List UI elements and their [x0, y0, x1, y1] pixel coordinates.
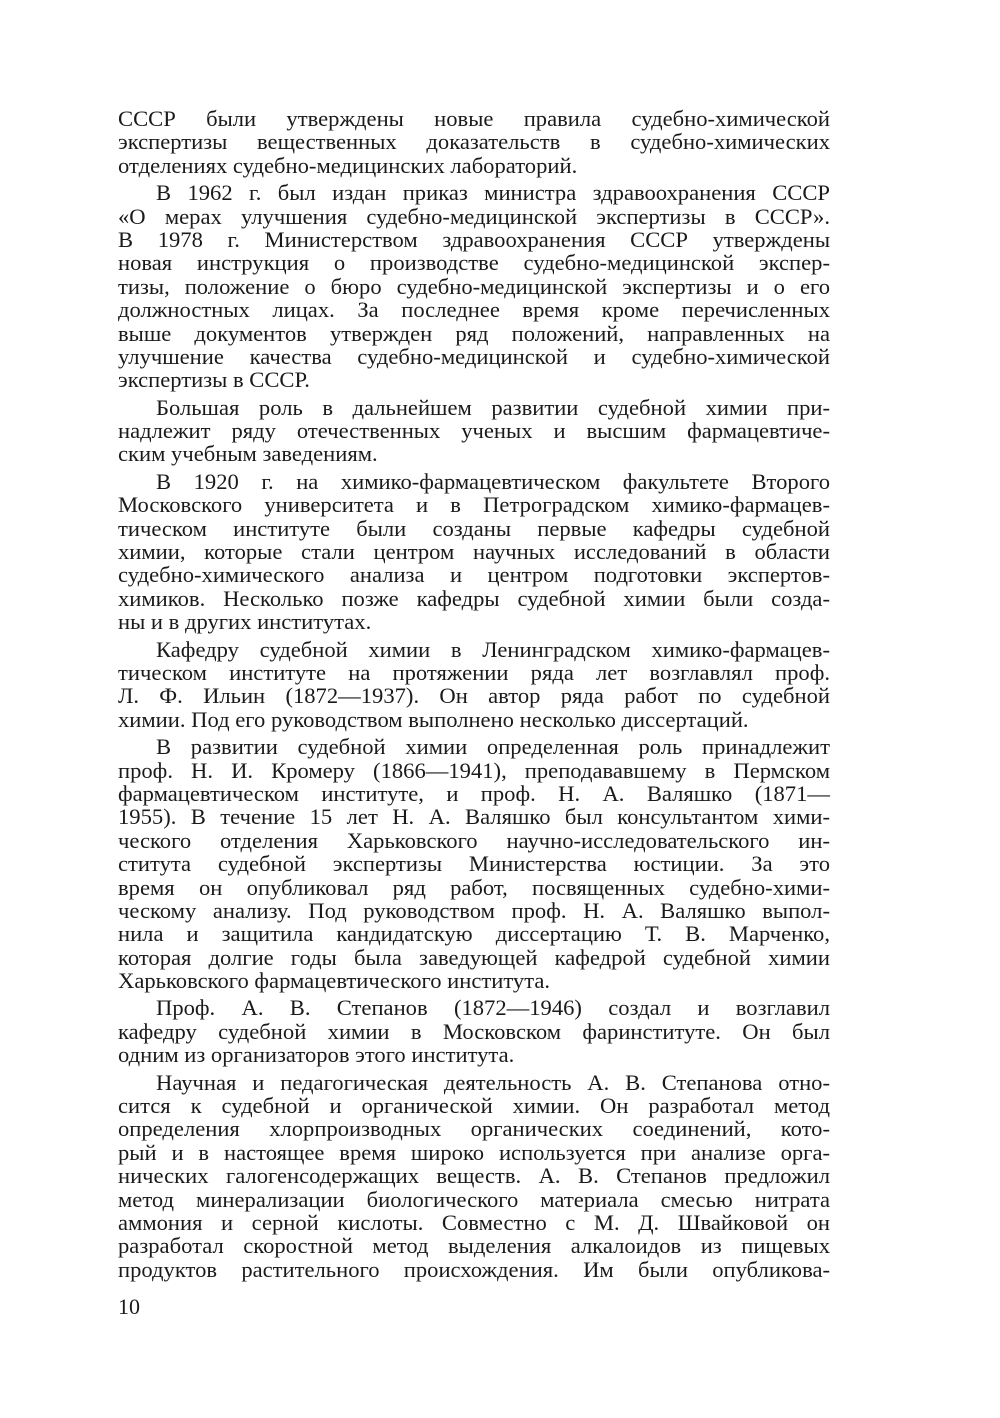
paragraph — [118, 996, 830, 1066]
text-line: фармацевтическом институте, и проф. Н. А. Валяшко (1871— — [118, 780, 830, 806]
text-line: В развитии судебной химии определенная роль принадлежит — [156, 734, 830, 760]
text-line: Л. Ф. Ильин (1872—1937). Он автор ряда работ по судебной — [118, 683, 830, 709]
text-line: продуктов растительного происхождения. Им были опубликова- — [118, 1256, 830, 1282]
text-line: В 1920 г. на химико-фармацевтическом факультете Второго — [156, 468, 830, 494]
text-line: время он опубликовал ряд работ, посвященных судебно-хими- — [118, 874, 830, 900]
text-line: химиков. Несколько позже кафедры судебной химии были созда- — [118, 585, 830, 611]
text-line: ны и в других институтах. — [118, 609, 372, 635]
text-line: надлежит ряду отечественных ученых и высшим фармацевтиче- — [118, 418, 830, 444]
paragraph — [118, 638, 830, 732]
text-line: Проф. А. В. Степанов (1872—1946) создал и возглавил — [156, 995, 830, 1021]
text-line: судебно-химического анализа и центром подготовки экспертов- — [118, 562, 830, 588]
paragraph — [118, 396, 830, 466]
text-line: кафедру судебной химии в Московском фаринституте. Он был — [118, 1018, 830, 1044]
paragraph — [118, 470, 830, 634]
text-line: Большая роль в дальнейшем развитии судебной химии при- — [156, 394, 830, 420]
text-line: новая инструкция о производстве судебно-медицинской экспер- — [118, 250, 830, 276]
text-line: одним из организаторов этого института. — [118, 1042, 515, 1068]
text-line: нических галогенсодержащих веществ. А. В. Степанов предложил — [118, 1163, 830, 1189]
text-line: ческого отделения Харьковского научно-исследовательского ин- — [118, 827, 830, 853]
page-body — [118, 107, 830, 1281]
text-line: должностных лицах. За последнее время кроме перечисленных — [118, 297, 830, 323]
text-line: экспертизы в СССР. — [118, 367, 310, 393]
text-line: химии, которые стали центром научных исследований в области — [118, 539, 830, 565]
text-line: определения хлорпроизводных органических соединений, кото- — [118, 1116, 830, 1142]
text-line: ским учебным заведениям. — [118, 441, 378, 467]
text-line: В 1978 г. Министерством здравоохранения СССР утверждены — [118, 226, 830, 252]
text-line: нила и защитила кандидатскую диссертацию Т. В. Марченко, — [118, 921, 830, 947]
text-line: В 1962 г. был издан приказ министра здравоохранения СССР — [156, 180, 830, 206]
text-line: улучшение качества судебно-медицинской и судебно-химической — [118, 343, 830, 369]
text-line: «О мерах улучшения судебно-медицинской экспертизы в СССР». — [118, 203, 830, 229]
text-line: аммония и серной кислоты. Совместно с М. Д. Швайковой он — [118, 1209, 830, 1235]
text-line: отделениях судебно-медицинских лабораторий. — [118, 152, 578, 178]
text-line: 1955). В течение 15 лет Н. А. Валяшко был консультантом хими- — [118, 804, 830, 830]
text-line: выше документов утвержден ряд положений, направленных на — [118, 320, 830, 346]
paragraph — [118, 107, 830, 177]
text-line: химии. Под его руководством выполнено несколько диссертаций. — [118, 706, 749, 732]
text-line: Московского университета и в Петроградском химико-фармацев- — [118, 492, 830, 518]
text-line: тизы, положение о бюро судебно-медицинской экспертизы и о его — [118, 273, 830, 299]
text-line: ститута судебной экспертизы Министерства юстиции. За это — [118, 851, 830, 877]
paragraph — [118, 735, 830, 992]
text-line: Кафедру судебной химии в Ленинградском химико-фармацев- — [156, 636, 830, 662]
page-number: 10 — [118, 1294, 140, 1319]
text-line: тическом институте на протяжении ряда лет возглавлял проф. — [118, 659, 830, 685]
text-line: сится к судебной и органической химии. Он разработал метод — [118, 1093, 830, 1119]
text-line: ческому анализу. Под руководством проф. Н. А. Валяшко выпол- — [118, 897, 830, 923]
text-line: СССР были утверждены новые правила судебно-химической — [118, 106, 830, 131]
text-line: Харьковского фармацевтического института. — [118, 968, 551, 994]
text-line: Научная и педагогическая деятельность А. В. Степанова отно- — [156, 1069, 830, 1095]
paragraph — [118, 181, 830, 392]
text-line: экспертизы вещественных доказательств в судебно-химических — [118, 129, 830, 155]
paragraph — [118, 1071, 830, 1282]
text-line: метод минерализации биологического материала смесью нитрата — [118, 1186, 830, 1212]
text-line: тическом институте были созданы первые кафедры судебной — [118, 515, 830, 541]
text-line: которая долгие годы была заведующей кафедрой судебной химии — [118, 944, 830, 970]
text-line: разработал скоростной метод выделения алкалоидов из пищевых — [118, 1233, 830, 1259]
text-line: проф. Н. И. Кромеру (1866—1941), преподававшему в Пермском — [118, 757, 830, 783]
text-line: рый и в настоящее время широко используется при анализе орга- — [118, 1139, 830, 1165]
